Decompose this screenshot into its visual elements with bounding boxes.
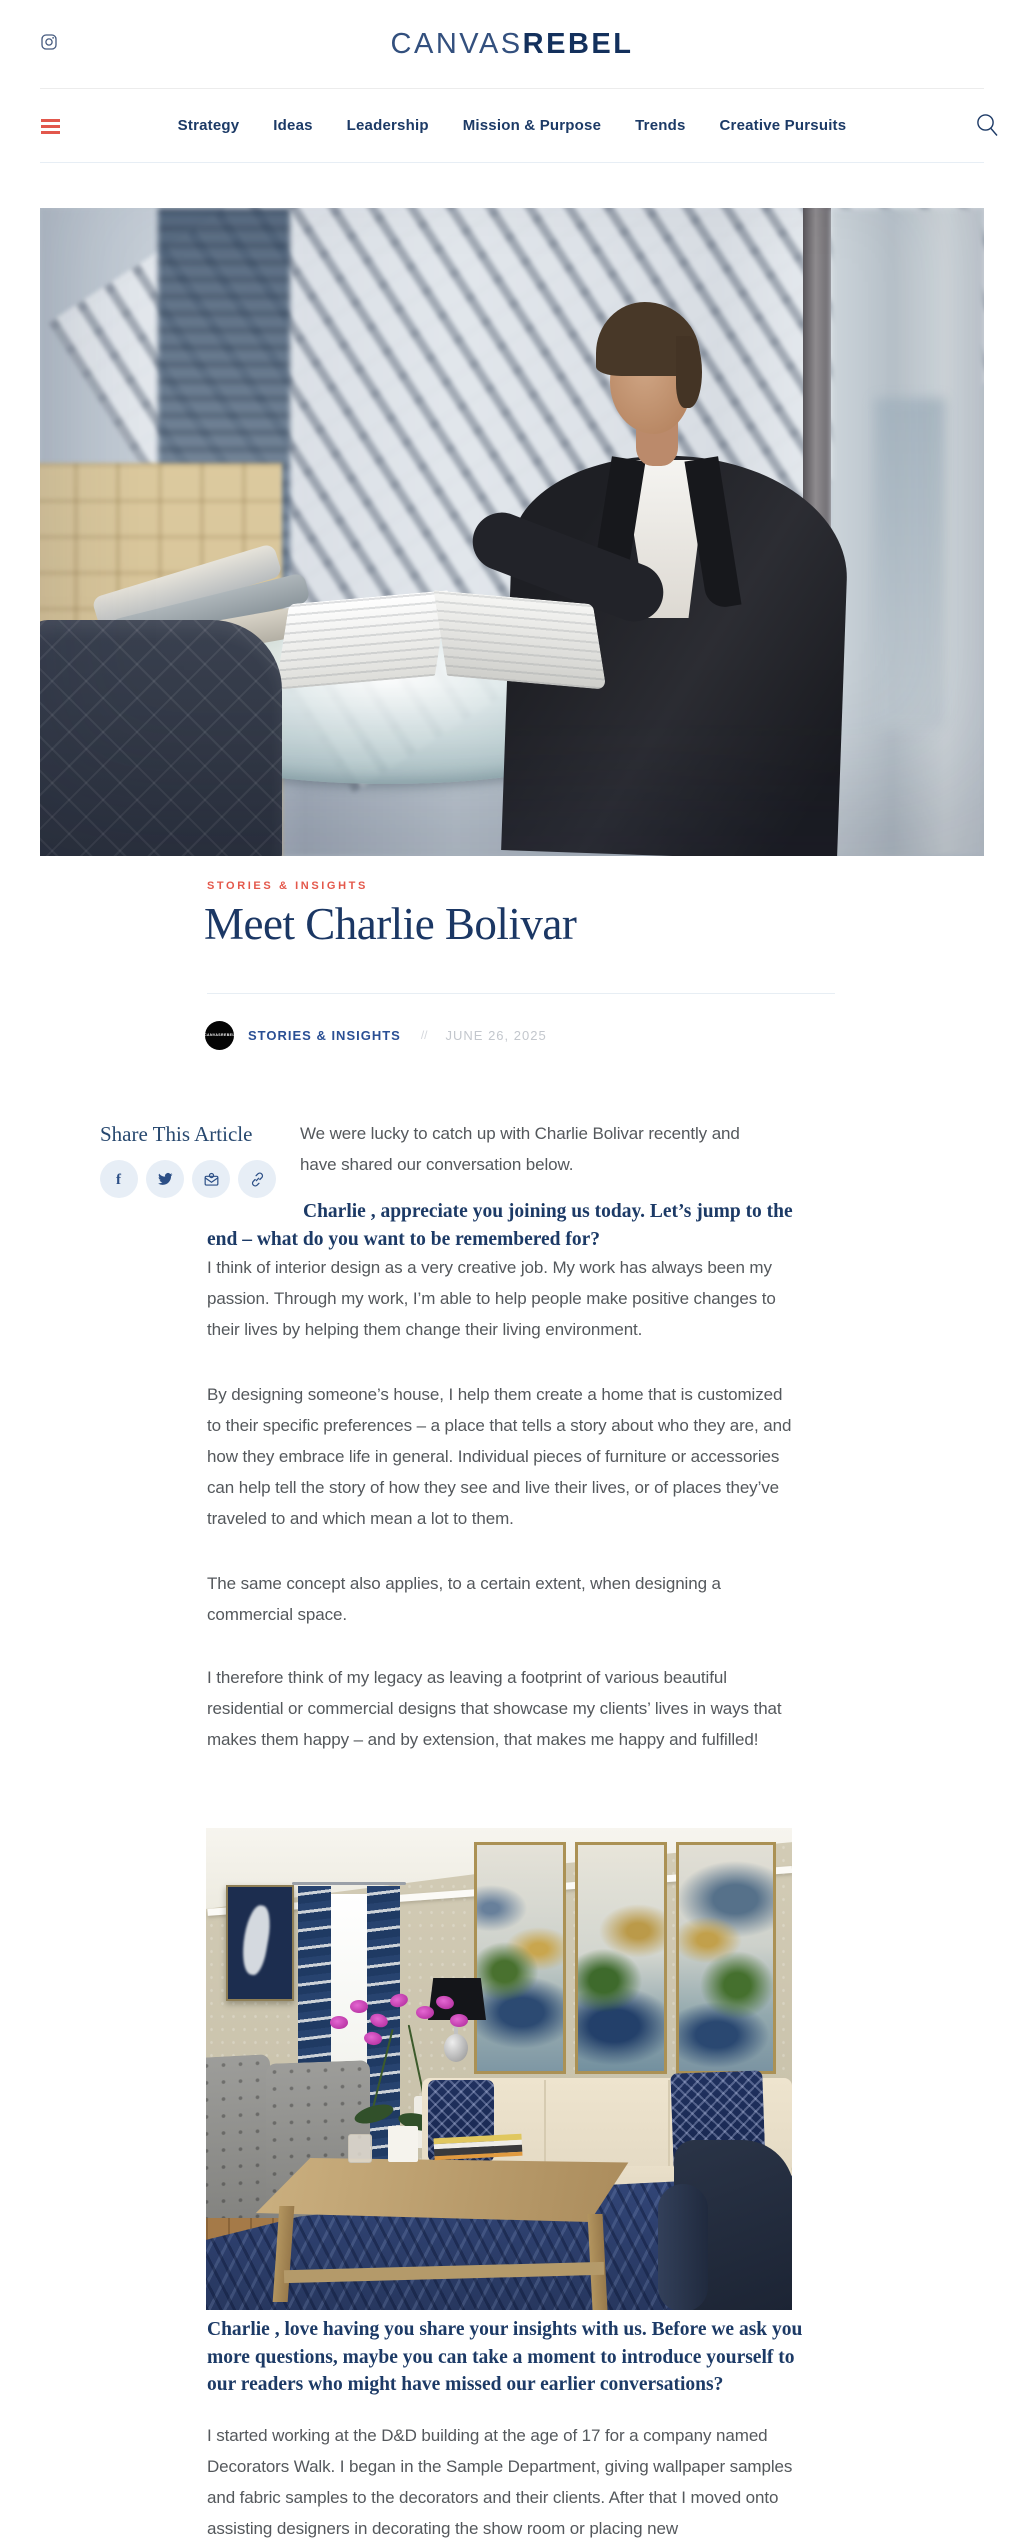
nav-item-ideas[interactable]: Ideas: [273, 117, 313, 134]
answer-paragraph: I therefore think of my legacy as leaving a footprint of various beautiful residential or commercial designs that showcase my clients’ lives in ways that makes them happy – and by extension, that makes me happy and fulfilled!: [207, 1668, 782, 1749]
category-label[interactable]: STORIES & INSIGHTS: [207, 880, 368, 892]
room-coffee-table: [252, 2158, 640, 2222]
main-nav: [0, 89, 1024, 162]
byline-author[interactable]: STORIES & INSIGHTS: [248, 1027, 401, 1043]
link-icon: [248, 1170, 267, 1189]
logo-text-bold: REBEL: [522, 28, 634, 60]
room-feather-art: [226, 1885, 294, 2001]
interview-question-2: Charlie , love having you share your insights with us. Before we ask you more questions, maybe you can take a moment to introduce yourself to our readers who might have missed our earlier conversations?: [207, 2319, 803, 2395]
room-book-stack: [433, 2134, 522, 2161]
avatar[interactable]: CANVASREBEL: [205, 1021, 234, 1050]
share-twitter-button[interactable]: [146, 1160, 184, 1198]
answer-paragraph: By designing someone’s house, I help them create a home that is customized to their specific preferences – a place that tells a story about who they are, and how they embrace life in general. Individual pieces of furniture or accessories can help tell the story of how they see and live their lives, or of places they’ve traveled to and which mean a lot to them.: [207, 1385, 792, 1528]
nav-item-strategy[interactable]: Strategy: [177, 117, 240, 134]
answer-paragraph: The same concept also applies, to a certain extent, when designing a commercial space.: [207, 1574, 721, 1624]
share-facebook-button[interactable]: [100, 1160, 138, 1198]
room-abstract-triptych: [474, 1842, 776, 2080]
hero-image: [40, 208, 984, 856]
nav-item-creative-pursuits[interactable]: Creative Pursuits: [719, 117, 847, 134]
logo-text-light: CANVAS: [390, 28, 523, 60]
share-buttons: [100, 1160, 276, 1198]
page-title: Meet Charlie Bolivar: [204, 899, 577, 949]
share-email-button[interactable]: [192, 1160, 230, 1198]
byline-date: JUNE 26, 2025: [445, 1027, 547, 1043]
nav-divider: [40, 162, 984, 163]
share-link-button[interactable]: [238, 1160, 276, 1198]
site-logo[interactable]: [0, 14, 1024, 74]
facebook-icon: [110, 1170, 128, 1188]
intro-paragraph: We were lucky to catch up with Charlie Bolivar recently and have shared our conversation below.: [300, 1124, 740, 1174]
interview-question-1: Charlie , appreciate you joining us today. Let’s jump to the end – what do you want to be remembered for?: [207, 1201, 793, 1250]
answer-paragraph: I started working at the D&D building at the age of 17 for a company named Decorators Walk. I began in the Sample Department, giving wallpaper samples and fabric samples to the decorators and their clients. After that I moved onto assisting designers in decorating the show room or placing new: [207, 2426, 793, 2538]
answer-paragraph: I think of interior design as a very creative job. My work has always been my passion. Through my work, I’m able to help people make positive changes to their lives by helping them change their living environment.: [207, 1258, 776, 1339]
share-heading: Share This Article: [100, 1122, 253, 1146]
article-image-interior: [206, 1828, 792, 2310]
title-divider: [207, 993, 835, 994]
svg-text:f: f: [116, 1172, 121, 1188]
byline: [205, 1019, 547, 1051]
nav-item-trends[interactable]: Trends: [635, 117, 686, 134]
search-icon[interactable]: [974, 111, 1000, 139]
email-icon: [202, 1170, 221, 1189]
nav-item-mission-purpose[interactable]: Mission & Purpose: [462, 117, 602, 134]
byline-separator: //: [420, 1028, 428, 1042]
twitter-icon: [156, 1170, 174, 1188]
nav-item-leadership[interactable]: Leadership: [346, 117, 429, 134]
